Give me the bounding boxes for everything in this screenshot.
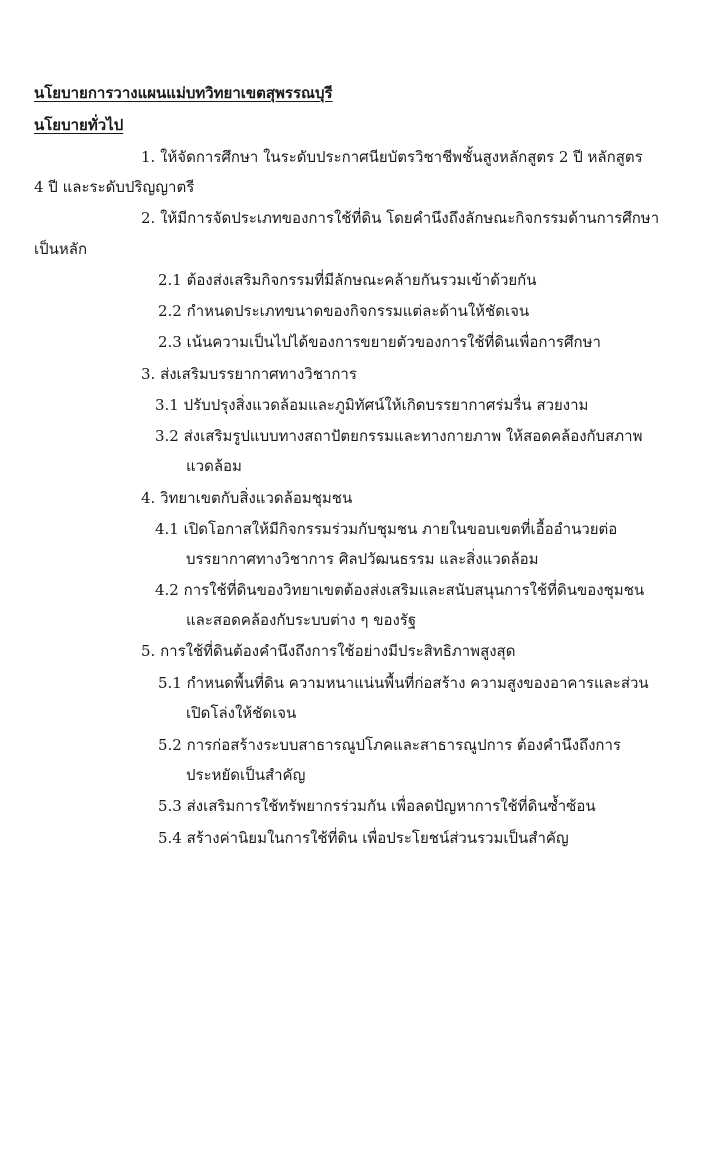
- policy-item-2-3: 2.3 เน้นความเป็นไปได้ของการขยายตัวของการใช้ที่ดินเพื่อการศึกษา: [158, 333, 601, 351]
- policy-item-2-1: 2.1 ต้องส่งเสริมกิจกรรมที่มีลักษณะคล้ายกันรวมเข้าด้วยกัน: [158, 271, 537, 289]
- policy-item-1: 1. ให้จัดการศึกษา ในระดับประกาศนียบัตรวิชาชีพชั้นสูงหลักสูตร 2 ปี หลักสูตร: [141, 148, 643, 166]
- policy-item-2-cont: เป็นหลัก: [34, 240, 88, 258]
- policy-item-5-1-cont: เปิดโล่งให้ชัดเจน: [186, 704, 297, 722]
- policy-item-3-2: 3.2 ส่งเสริมรูปแบบทางสถาปัตยกรรมและทางกายภาพ ให้สอดคล้องกับสภาพ: [155, 427, 643, 445]
- policy-item-4-2-cont: และสอดคล้องกับระบบต่าง ๆ ของรัฐ: [186, 611, 417, 629]
- policy-item-5: 5. การใช้ที่ดินต้องคำนึงถึงการใช้อย่างมีประสิทธิภาพสูงสุด: [141, 642, 516, 660]
- policy-item-5-2-cont: ประหยัดเป็นสำคัญ: [186, 766, 306, 784]
- document-title: นโยบายการวางแผนแม่บทวิทยาเขตสุพรรณบุรี: [34, 84, 333, 102]
- policy-item-2: 2. ให้มีการจัดประเภทของการใช้ที่ดิน โดยคำนึงถึงลักษณะกิจกรรมด้านการศึกษา: [141, 209, 660, 227]
- policy-item-5-3: 5.3 ส่งเสริมการใช้ทรัพยากรร่วมกัน เพื่อลดปัญหาการใช้ที่ดินซ้ำซ้อน: [158, 797, 596, 815]
- policy-item-4-1: 4.1 เปิดโอกาสให้มีกิจกรรมร่วมกับชุมชน ภายในขอบเขตที่เอื้ออำนวยต่อ: [155, 520, 618, 538]
- policy-item-3-1: 3.1 ปรับปรุงสิ่งแวดล้อมและภูมิทัศน์ให้เกิดบรรยากาศร่มรื่น สวยงาม: [155, 396, 589, 414]
- policy-item-3-2-cont: แวดล้อม: [186, 457, 242, 475]
- policy-item-2-2: 2.2 กำหนดประเภทขนาดของกิจกรรมแต่ละด้านให้ชัดเจน: [158, 302, 530, 320]
- policy-item-3: 3. ส่งเสริมบรรยากาศทางวิชาการ: [141, 365, 357, 383]
- policy-item-5-2: 5.2 การก่อสร้างระบบสาธารณูปโภคและสาธารณูปการ ต้องคำนึงถึงการ: [158, 736, 621, 754]
- policy-item-1-cont: 4 ปี และระดับปริญญาตรี: [34, 178, 195, 196]
- policy-item-5-1: 5.1 กำหนดพื้นที่ดิน ความหนาแน่นพื้นที่ก่อสร้าง ความสูงของอาคารและส่วน: [158, 674, 649, 692]
- policy-item-4: 4. วิทยาเขตกับสิ่งแวดล้อมชุมชน: [141, 489, 353, 507]
- section-heading: นโยบายทั่วไป: [34, 116, 124, 134]
- policy-item-4-2: 4.2 การใช้ที่ดินของวิทยาเขตต้องส่งเสริมและสนับสนุนการใช้ที่ดินของชุมชน: [155, 581, 645, 599]
- policy-item-5-4: 5.4 สร้างค่านิยมในการใช้ที่ดิน เพื่อประโยชน์ส่วนรวมเป็นสำคัญ: [158, 829, 569, 847]
- policy-item-4-1-cont: บรรยากาศทางวิชาการ ศิลปวัฒนธรรม และสิ่งแวดล้อม: [186, 550, 539, 568]
